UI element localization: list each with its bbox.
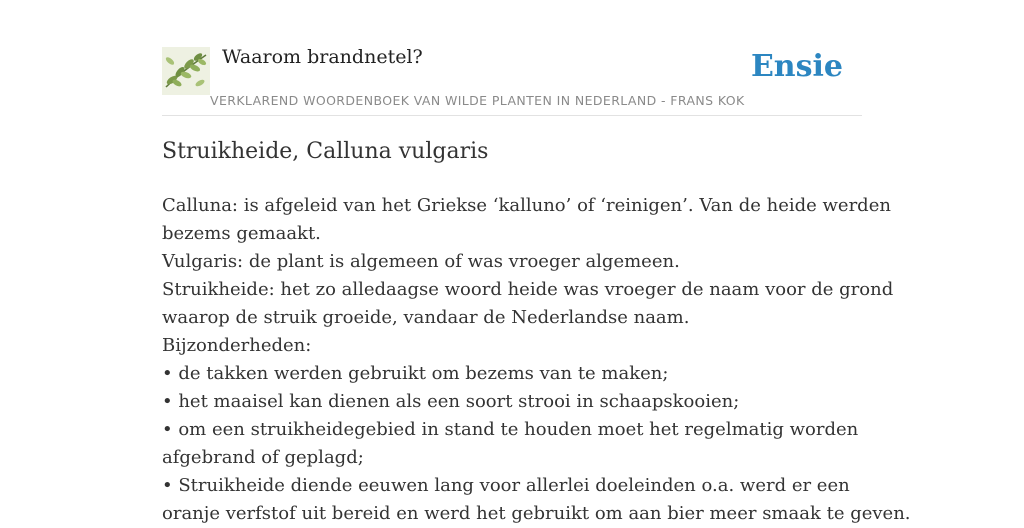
entry-line: Struikheide: het zo alledaagse woord heide was vroeger de naam voor de grond	[162, 279, 894, 300]
entry-line: Calluna: is afgeleid van het Griekse ‘kalluno’ of ‘reinigen’. Van de heide werden	[162, 195, 891, 216]
collection-subtitle[interactable]: VERKLAREND WOORDENBOEK VAN WILDE PLANTEN IN NEDERLAND - FRANS KOK	[210, 93, 745, 108]
entry-line: • om een struikheidegebied in stand te houden moet het regelmatig worden	[162, 419, 859, 440]
entry-line: waarop de struik groeide, vandaar de Nederlandse naam.	[162, 307, 690, 328]
entry-line: oranje verfstof uit bereid en werd het gebruikt om aan bier meer smaak te geven.	[162, 503, 911, 524]
entry-title: Struikheide, Calluna vulgaris	[162, 139, 489, 164]
entry-body	[162, 192, 911, 528]
collection-header	[162, 44, 862, 116]
entry-line: • de takken werden gebruikt om bezems van te maken;	[162, 363, 669, 384]
entry-line: bezems gemaakt.	[162, 223, 321, 244]
entry-line: afgebrand of geplagd;	[162, 447, 364, 468]
leaf-illustration-icon	[162, 47, 210, 95]
entry-line: Bijzonderheden:	[162, 335, 312, 356]
entry-line: Vulgaris: de plant is algemeen of was vroeger algemeen.	[162, 251, 680, 272]
ensie-logo[interactable]: Ensie	[750, 49, 843, 84]
entry-line: • Struikheide diende eeuwen lang voor allerlei doeleinden o.a. werd er een	[162, 475, 850, 496]
entry-line: • het maaisel kan dienen als een soort strooi in schaapskooien;	[162, 391, 740, 412]
collection-avatar[interactable]	[162, 47, 210, 95]
collection-title[interactable]: Waarom brandnetel?	[222, 46, 423, 68]
